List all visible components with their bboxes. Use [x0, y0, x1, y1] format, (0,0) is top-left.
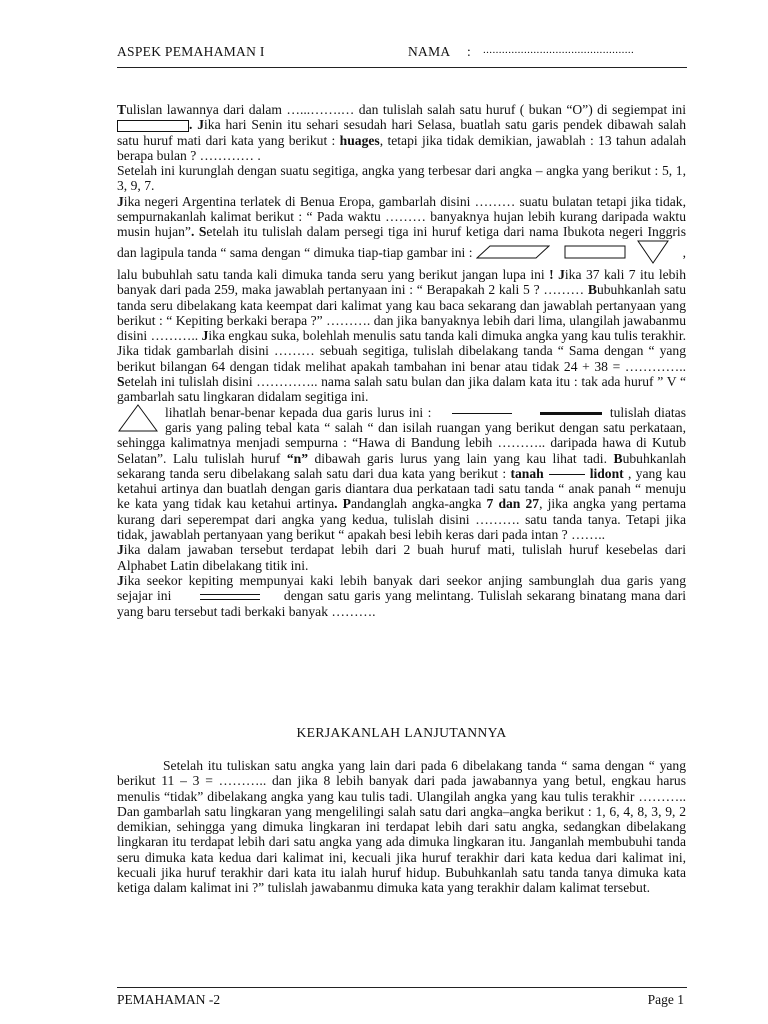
text-run: ubuhkanlah satu tanda seru dibelakang kata keempat dari kalimat yang kau baca sekarang dan jawablah pertanyaan yang berikut : “ Kepiting berkaki berapa ?” ………. dan jika banyaknya lebih dari lima, ulangilah jawabanmu disini ……….. [117, 282, 686, 344]
paragraph-1 [117, 102, 686, 163]
text-run: dibawah garis lurus yang lain yang kau lihat tadi. [308, 450, 614, 466]
paragraph-2: Setelah ini kurunglah dengan suatu segitiga, angka yang terbesar dari angka – angka yang berikut : 5, 1, 3, 9, 7. [117, 163, 686, 194]
drop-letter: J [117, 542, 124, 558]
inverted-triangle-shape [637, 240, 669, 267]
text-run: ika hari Senin itu sehari sesudah hari Selasa, buatlah satu garis pendek dibawah salah satu huruf mati dari kata yang berikut : [117, 117, 687, 148]
drop-letter: B [613, 450, 623, 466]
text-run: , yang kau ketahui artinya dan buatlah dengan garis diantara dua perkataan tadi satu tanda “ anak panah “ menuju ke kata yang tidak kau ketahui artinya [117, 465, 687, 512]
text-run: ika 37 kali 7 itu lebih banyak dari pada 259, maka jawablah pertanyaan ini : “ Berapakah 2 kali 5 ? ……… [117, 266, 686, 298]
page-number: Page 1 [647, 992, 684, 1007]
text-run: etelah itu tulislah dalam persegi tiga ini huruf ketiga dari nama Ibukota negeri Inggris dan lagipula tanda “ sama dengan “ dimuka tiap-tiap gambar ini : [117, 224, 686, 260]
text-run: ika negeri Argentina terlatek di Benua Eropa, gambarlah disini ……… suatu bulatan tetapi jika tidak, sempurnakanlah kalimat berikut : “ Pada waktu ……… banyaknya hujan lebih kurang daripada waktu musin hujan” [117, 193, 686, 240]
parallel-lines-shape [200, 594, 260, 600]
text-run: , jika angka yang pertama kurang dari seperempat dari angka yang kedua, tulislah disini ………. satu tanda tanya. Tetapi jika tidak, jawablah pertanyaan yang berikut “ apakah besi lebih keras dari pada intan ? …….. [117, 496, 686, 543]
bold-letter: “n” [286, 450, 308, 466]
text-run: ulislan lawannya dari dalam …...…….… dan tulislah salah satu huruf ( bukan “O”) di segiempat ini [126, 102, 686, 117]
drop-letter: J [197, 117, 205, 133]
text-run: lihatlah benar-benar kepada dua garis lurus ini : [165, 404, 436, 420]
text-run: ika dalam jawaban tersebut terdapat lebih dari 2 buah huruf mati, tulislah huruf kesebelas dari Alphabet Latin dibelakang titik ini. [117, 542, 686, 573]
footer-section-label: PEMAHAMAN -2 [117, 992, 221, 1007]
aspect-title: ASPEK PEMAHAMAN I [117, 44, 265, 59]
exclamation-mark: ! [549, 266, 554, 282]
text-run: , lalu bubuhlah satu tanda kali dimuka tanda seru yang berikut jangan lupa ini [117, 244, 687, 282]
text-run: tulislah diatas garis yang paling tebal kata “ salah “ dan isilah ruangan yang berikut dengan satu perkataan, sehingga kalimatnya menjadi sempurna : “Hawa di Bandung lebih ……….. daripada hawa di Kutub Selatan”. Lalu tulislah huruf [117, 404, 686, 466]
rectangle-box-shape [117, 120, 189, 132]
text-run: . [190, 224, 199, 240]
connector-line-shape [549, 474, 585, 475]
thick-line-shape [540, 412, 602, 415]
text-run: etelah ini tulislah disini ………….. nama salah satu bulan dan jika dalam kata itu : tak ada huruf ” V “ gambarlah satu lingkaran didalam segitiga ini. [117, 374, 686, 405]
continuation-body [117, 758, 686, 896]
name-label: NAMA [408, 44, 451, 59]
text-run: ubuhkanlah sekarang tanda seru dibelakang salah satu dari dua kata yang berikut : [117, 450, 687, 481]
text-run: dengan satu garis yang melintang. Tulislah sekarang binatang mana dari yang baru tersebut tadi berkaki banyak ………. [117, 588, 686, 619]
paragraph-5: Setelah itu tuliskan satu angka yang lain dari pada 6 dibelakang tanda “ sama dengan “ yang berikut 11 – 3 = ……….. dan jika 8 lebih banyak dari pada jawabannya yang betul, engkau harus menulis “tidak” dibelakang angka yang kau tulis tadi. Ulangilah angka yang kau tulis terakhir ……….. Dan gambarlah satu lingkaran yang mengelilingi salah satu dari angka–angka berikut : 1, 6, 4, 8, 3, 9, 2 demikian, sehingga yang dimuka lingkaran ini terdapat lebih dari satu angka, sedangkan dibelakang lingkaran itu terdapat lebih dari satu angka yang ada dimuka lingkaran itu. Janganlah membubuhi tanda seru dimuka kata kedua dari kalimat ini, kecuali jika huruf terakhir dari kata kedua dari kalimat ini, kecuali jika huruf terakhir dari kata itu ialah huruf hidup. Bubuhkanlah satu tanda tanya dimuka kata ketiga dalam kalimat ini ?” tulislah jawabanmu dimuka kata yang terakhir dalam kalimat tersebut. [117, 758, 686, 896]
drop-letter: J [117, 193, 124, 209]
word-lidont: lidont [589, 465, 624, 481]
header-rule [117, 67, 687, 68]
bold-word: huages [339, 132, 380, 148]
drop-letter: B [587, 282, 597, 298]
parallelogram-shape [476, 245, 550, 262]
section-title: KERJAKANLAH LANJUTANNYA [296, 725, 507, 740]
name-fill-line: ................................................ [483, 44, 635, 56]
bold-numbers: 7 dan 27 [486, 496, 540, 512]
drop-letter: J [553, 266, 565, 282]
text-run: andanglah angka-angka [350, 496, 487, 512]
drop-letter: J [117, 572, 124, 588]
name-colon: : [467, 44, 472, 59]
paragraph-3 [117, 194, 686, 405]
text-run: ika seekor kepiting mempunyai kaki lebih banyak dari seekor anjing sambunglah dua garis yang sejajar ini [117, 572, 686, 604]
instructions-body [117, 102, 686, 619]
text-run: ika engkau suka, bolehlah menulis satu tanda kali dimuka angka yang kau tulis terakhir. Jika tidak gambarlah disini ……… sebuah segitiga, tulislah dibelakang tanda “ Sama dengan “ yang berikut bilangan 64 dengan tidak melihat apakah tambahan ini benar atau tidak 24 + 38 = ………….. [117, 328, 687, 374]
drop-letter: J [201, 328, 209, 344]
thin-line-shape [452, 413, 512, 414]
text-run: . [189, 117, 198, 133]
drop-letter: S [198, 224, 207, 240]
rectangle-shape [564, 245, 626, 262]
triangle-shape [117, 403, 159, 433]
drop-letter: T [117, 102, 127, 117]
drop-letter: S [117, 374, 125, 390]
word-tanah: tanah [510, 465, 544, 481]
text-run: , tetapi jika tidak demikian, jawablah : 13 tahun adalah berapa bulan ? ………… . [117, 132, 686, 163]
paragraph-4 [117, 405, 686, 619]
page-header [117, 44, 697, 64]
drop-letter: . P [334, 496, 351, 512]
footer-rule [117, 987, 687, 988]
